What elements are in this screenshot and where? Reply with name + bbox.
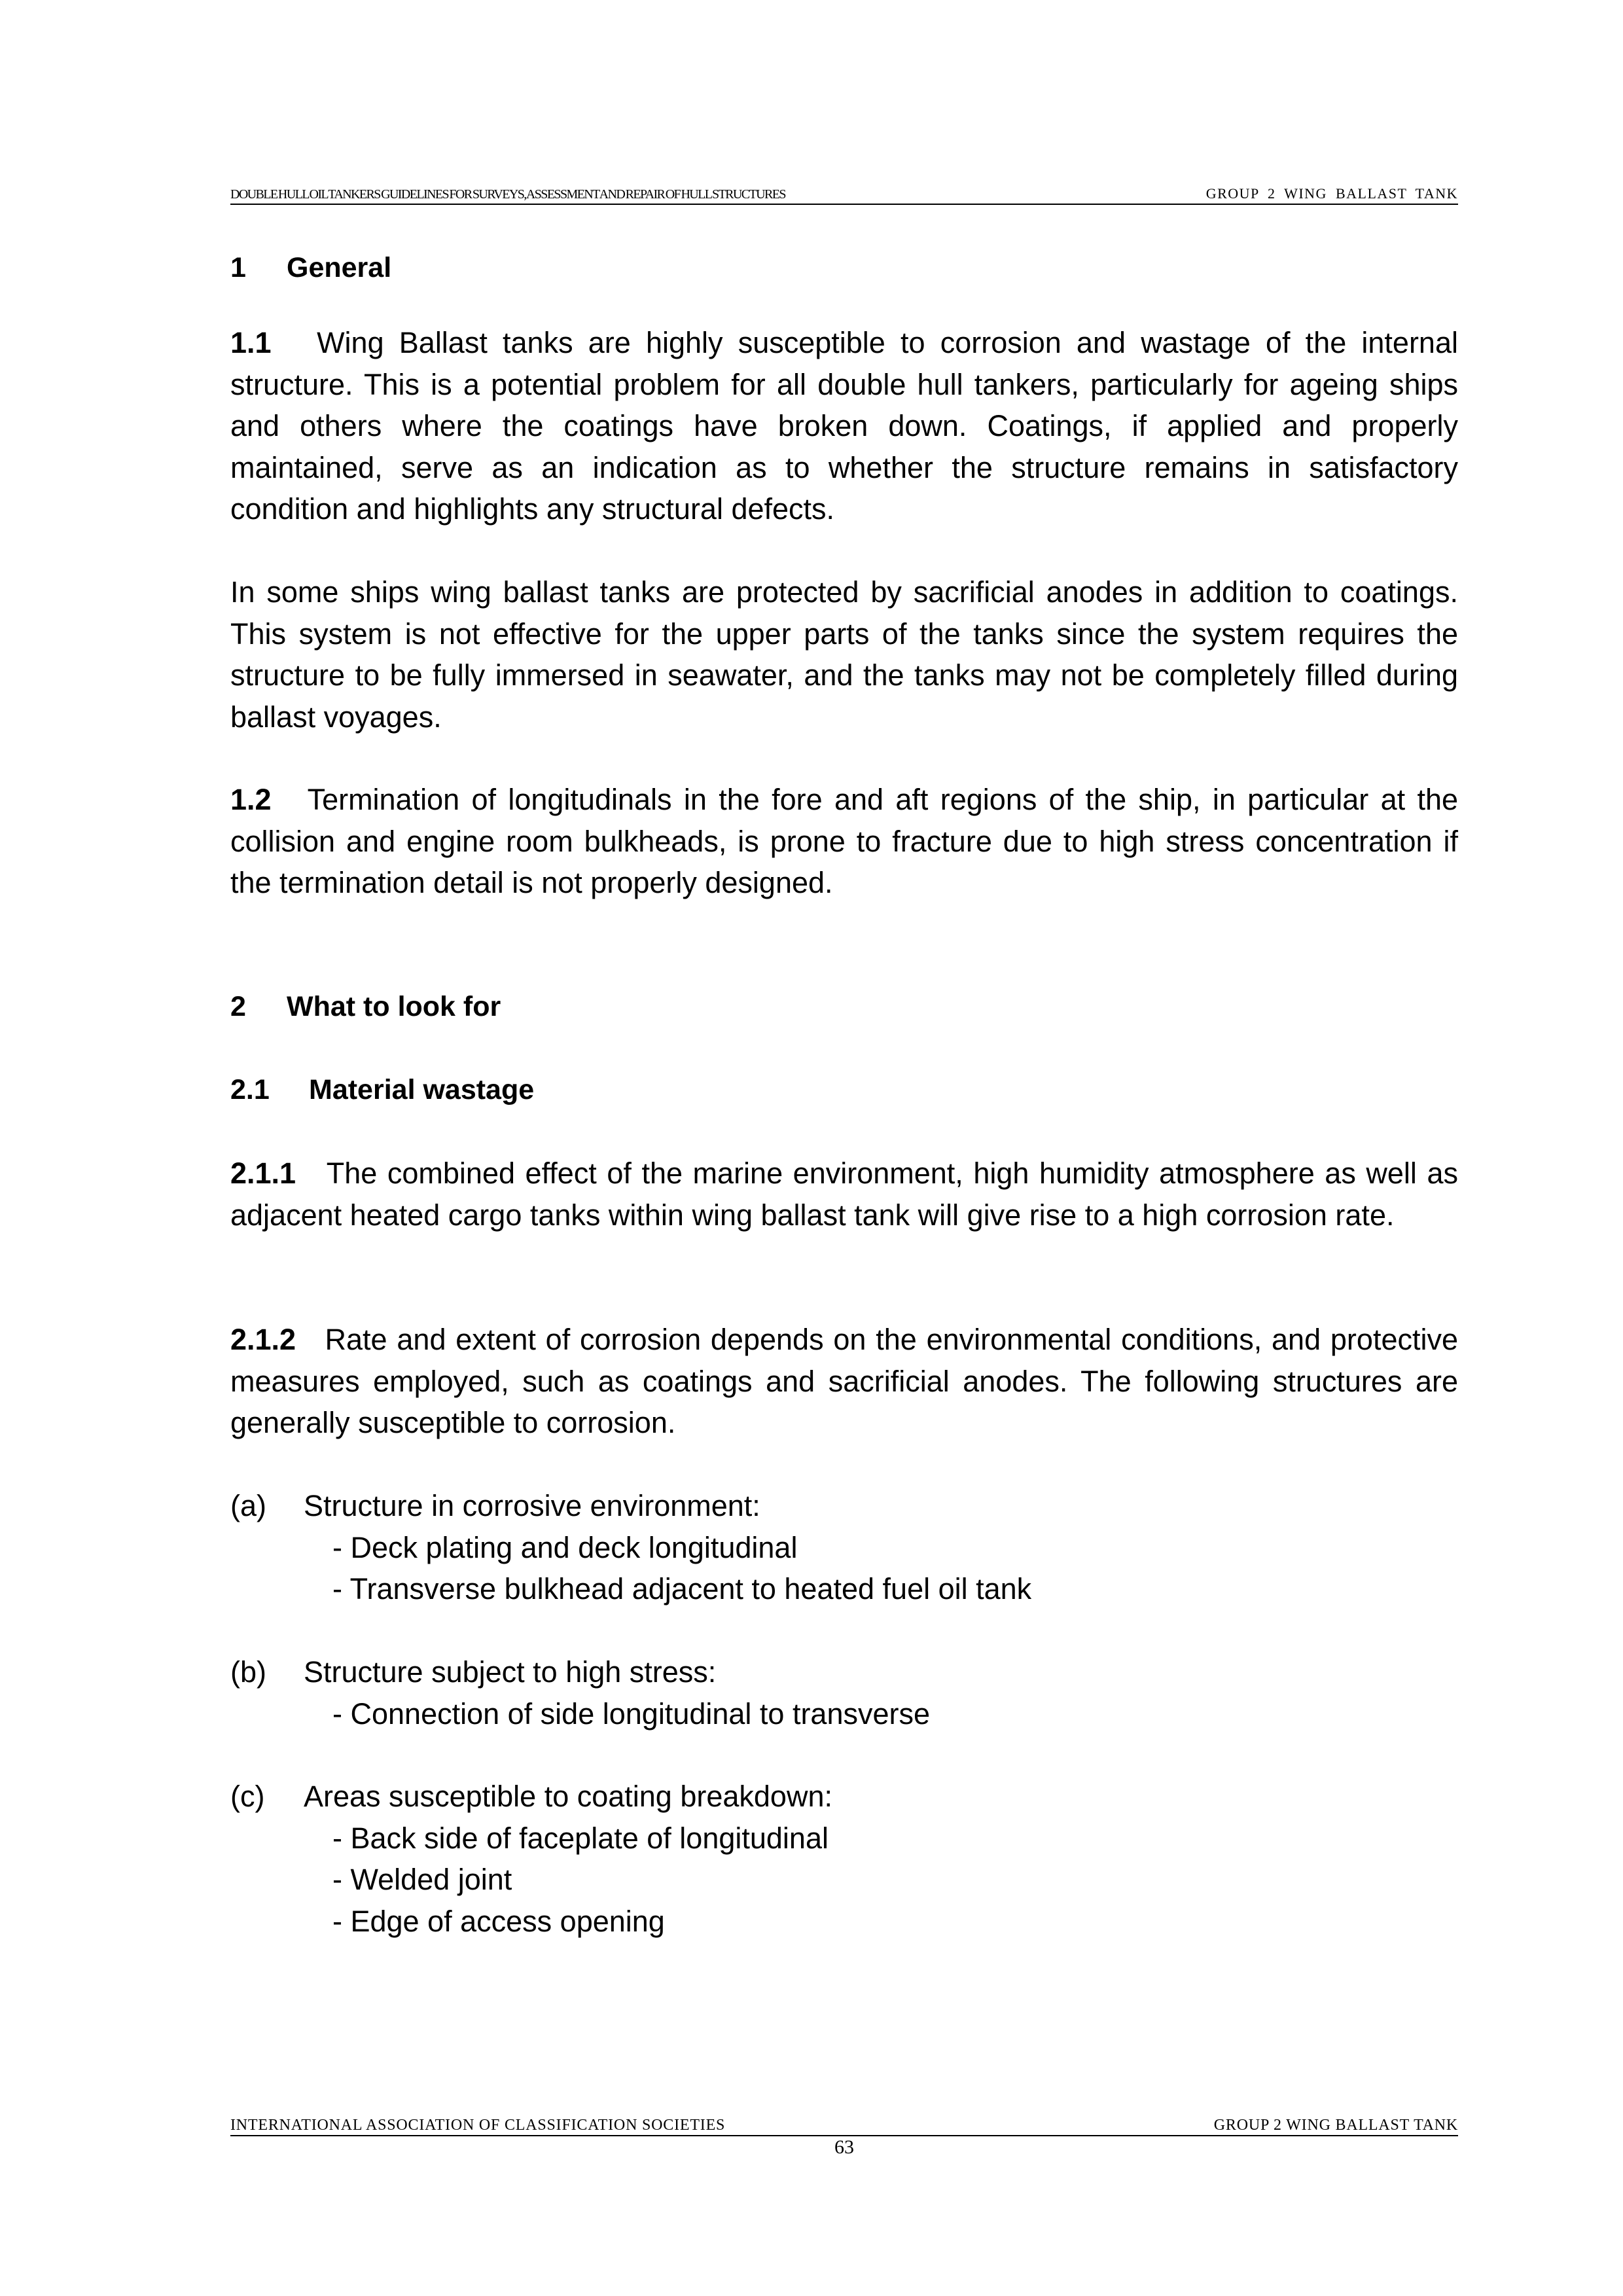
paragraph-text: Termination of longitudinals in the fore and aft regions of the ship, in particular at the collision and engine room bulkheads, is prone to fracture due to high stress concentration if the termination detail is not properly designed. <box>230 783 1458 899</box>
list-item-c <box>230 1776 1458 1946</box>
list-item-b <box>230 1651 1458 1736</box>
paragraph-2-1-1 <box>230 1153 1458 1236</box>
document-page <box>230 0 1458 2296</box>
paragraph-number: 1.2 <box>230 783 272 816</box>
list-item-a <box>230 1485 1458 1616</box>
section-number: 1 <box>230 252 246 283</box>
list-subitem: - Welded joint <box>332 1863 512 1896</box>
list-subitem: - Back side of faceplate of longitudinal <box>332 1821 829 1855</box>
list-subitem: - Edge of access opening <box>332 1904 665 1938</box>
running-header <box>230 184 1458 205</box>
section-title: What to look for <box>287 991 501 1022</box>
section-heading-general <box>230 247 391 289</box>
paragraph-text: The combined effect of the marine environment, high humidity atmosphere as well as adjacent heated cargo tanks within wing ballast tank will give rise to a high corrosion rate. <box>230 1157 1458 1232</box>
list-marker: (c) <box>230 1780 265 1813</box>
paragraph-1-1-anodes <box>230 571 1458 738</box>
header-document-title: DOUBLE HULL OIL TANKERS GUIDELINES FOR SURVEYS, ASSESSMENT AND REPAIR OF HULL STRUCTURES <box>230 187 785 202</box>
list-subitem: - Deck plating and deck longitudinal <box>332 1530 798 1564</box>
footer-organization: INTERNATIONAL ASSOCIATION OF CLASSIFICATION SOCIETIES <box>230 2117 726 2134</box>
section-title: General <box>287 252 392 283</box>
running-footer <box>230 2114 1458 2136</box>
list-subitem: - Connection of side longitudinal to transverse <box>332 1696 931 1731</box>
subsection-title: Material wastage <box>309 1074 535 1105</box>
list-item-text: Structure in corrosive environment: <box>304 1489 760 1522</box>
paragraph-number: 2.1.2 <box>230 1323 296 1356</box>
section-heading-what-to-look-for <box>230 986 501 1028</box>
subsection-heading-material-wastage <box>230 1069 534 1111</box>
footer-chapter-title: GROUP 2 WING BALLAST TANK <box>1213 2117 1458 2134</box>
paragraph-text: Rate and extent of corrosion depends on the environmental conditions, and protective measures employed, such as coatings and sacrificial anodes. The following structures are generally susceptible to corrosion. <box>230 1323 1458 1439</box>
paragraph-text: In some ships wing ballast tanks are protected by sacrificial anodes in addition to coatings. This system is not effective for the upper parts of the tanks since the system requires the structure to be fully immersed in seawater, and the tanks may not be completely filled during ballast voyages. <box>230 575 1458 734</box>
list-subitem: - Transverse bulkhead adjacent to heated fuel oil tank <box>332 1572 1032 1605</box>
paragraph-2-1-2 <box>230 1319 1458 1444</box>
subsection-number: 2.1 <box>230 1074 270 1105</box>
paragraph-1-1 <box>230 322 1458 530</box>
section-number: 2 <box>230 991 246 1022</box>
list-marker: (b) <box>230 1655 266 1689</box>
paragraph-number: 1.1 <box>230 326 272 359</box>
paragraph-1-2 <box>230 779 1458 904</box>
list-item-text: Structure subject to high stress: <box>304 1655 717 1689</box>
list-item-text: Areas susceptible to coating breakdown: <box>304 1780 832 1813</box>
page-number: 63 <box>834 2136 854 2158</box>
header-chapter-title: GROUP 2 WING BALLAST TANK <box>1205 185 1458 202</box>
paragraph-text: Wing Ballast tanks are highly susceptible to corrosion and wastage of the internal structure. This is a potential problem for all double hull tankers, particularly for ageing ships and others where the coatings have broken down. Coatings, if applied and properly maintained, serve as an indication as to whether the structure remains in satisfactory condition and highlights any structural defects. <box>230 326 1458 526</box>
paragraph-number: 2.1.1 <box>230 1157 296 1190</box>
list-marker: (a) <box>230 1489 266 1522</box>
